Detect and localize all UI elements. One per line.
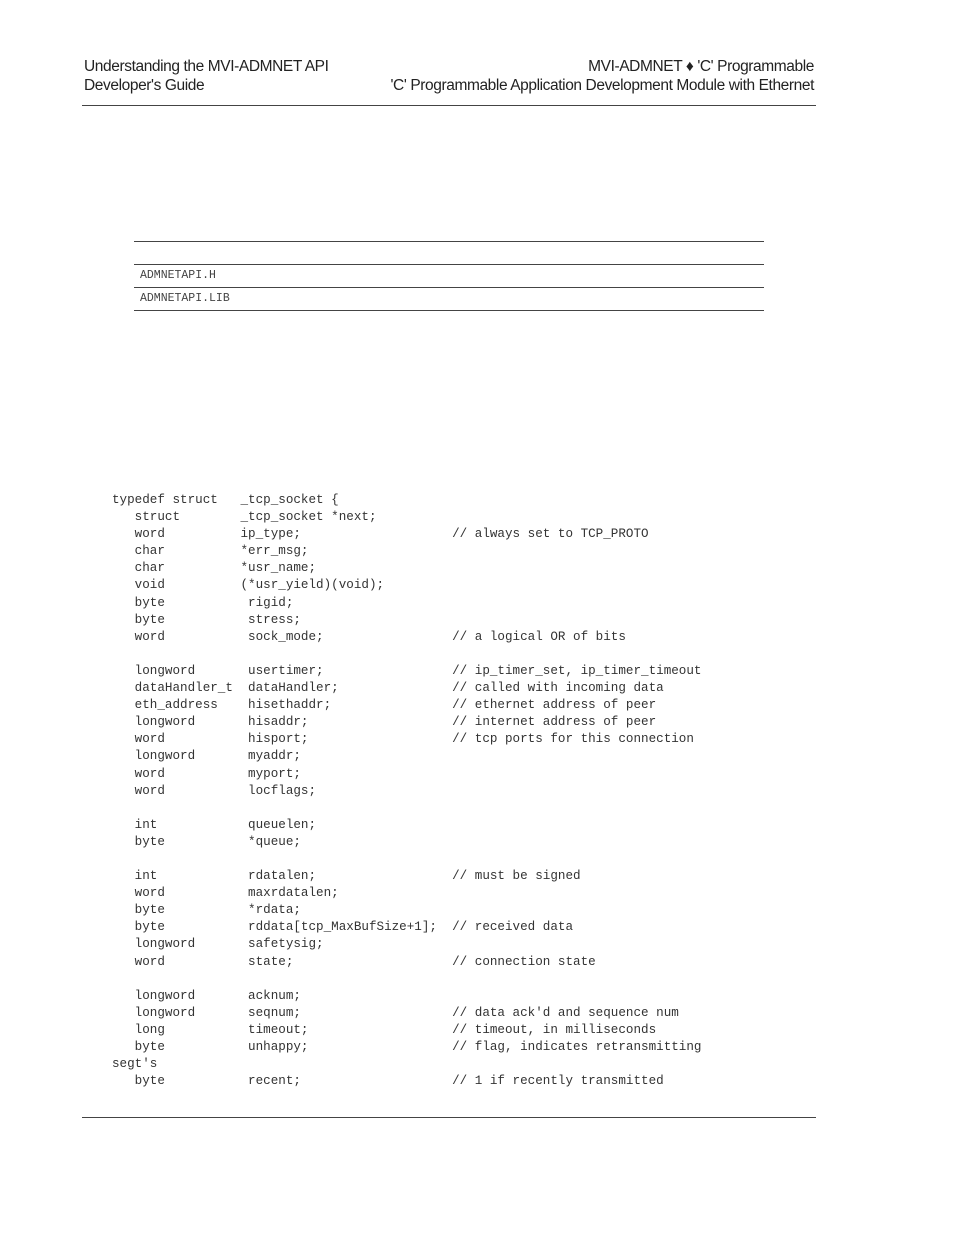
code-line: byte recent; // 1 if recently transmitted xyxy=(112,1074,664,1089)
files-table-header-row xyxy=(134,242,764,265)
code-line: longword myaddr; xyxy=(112,749,301,764)
files-table-row: ADMNETAPI.LIB xyxy=(134,288,764,311)
code-line: long timeout; // timeout, in milliseconds xyxy=(112,1022,657,1037)
files-table xyxy=(134,241,764,311)
code-line: longword usertimer; // ip_timer_set, ip_timer_timeout xyxy=(112,663,702,678)
code-line: byte rigid; xyxy=(112,595,294,610)
header-left xyxy=(84,57,329,95)
header-right xyxy=(391,57,815,95)
code-line: byte *rdata; xyxy=(112,903,301,918)
code-line xyxy=(112,971,701,988)
code-line: char *usr_name; xyxy=(112,561,317,576)
code-line: word locflags; xyxy=(112,783,317,798)
code-line: word ip_type; // always set to TCP_PROTO xyxy=(112,527,649,542)
tcp-socket-struct-code xyxy=(112,492,701,1090)
code-line: byte *queue; xyxy=(112,834,301,849)
header-right-line-2: 'C' Programmable Application Development Module with Ethernet xyxy=(390,77,814,94)
code-line: byte unhappy; // flag, indicates retransmitting xyxy=(112,1040,702,1054)
code-line: byte stress; xyxy=(112,612,301,627)
code-line: typedef struct _tcp_socket { xyxy=(112,493,339,507)
code-line: longword hisaddr; // internet address of peer xyxy=(112,715,657,730)
footer-divider xyxy=(82,1117,816,1118)
code-line xyxy=(112,646,701,663)
header-right-line-1: MVI-ADMNET ♦ 'C' Programmable xyxy=(588,58,814,75)
code-line: char *err_msg; xyxy=(112,544,309,559)
code-line: word maxrdatalen; xyxy=(112,886,339,901)
code-line: word hisport; // tcp ports for this connection xyxy=(112,732,694,747)
header-left-line-2: Developer's Guide xyxy=(84,77,205,94)
code-line: word state; // connection state xyxy=(112,954,596,969)
code-line: int rdatalen; // must be signed xyxy=(112,869,581,884)
code-line xyxy=(112,851,701,868)
code-line: eth_address hisethaddr; // ethernet address of peer xyxy=(112,698,657,713)
code-line: longword acknum; xyxy=(112,988,301,1003)
files-table-row: ADMNETAPI.H xyxy=(134,265,764,288)
code-line: struct _tcp_socket *next; xyxy=(112,510,377,525)
header-divider xyxy=(82,105,816,106)
code-line: segt's xyxy=(112,1057,158,1072)
code-line: void (*usr_yield)(void); xyxy=(112,578,385,593)
header-left-line-1: Understanding the MVI-ADMNET API xyxy=(84,58,329,75)
code-line: longword safetysig; xyxy=(112,937,324,952)
code-line xyxy=(112,800,701,817)
code-line: dataHandler_t dataHandler; // called with incoming data xyxy=(112,681,664,696)
code-line: word myport; xyxy=(112,766,301,781)
code-line: byte rddata[tcp_MaxBufSize+1]; // received data xyxy=(112,920,574,935)
code-line: longword seqnum; // data ack'd and sequence num xyxy=(112,1005,679,1020)
code-line: word sock_mode; // a logical OR of bits xyxy=(112,629,626,644)
code-line: int queuelen; xyxy=(112,817,317,832)
